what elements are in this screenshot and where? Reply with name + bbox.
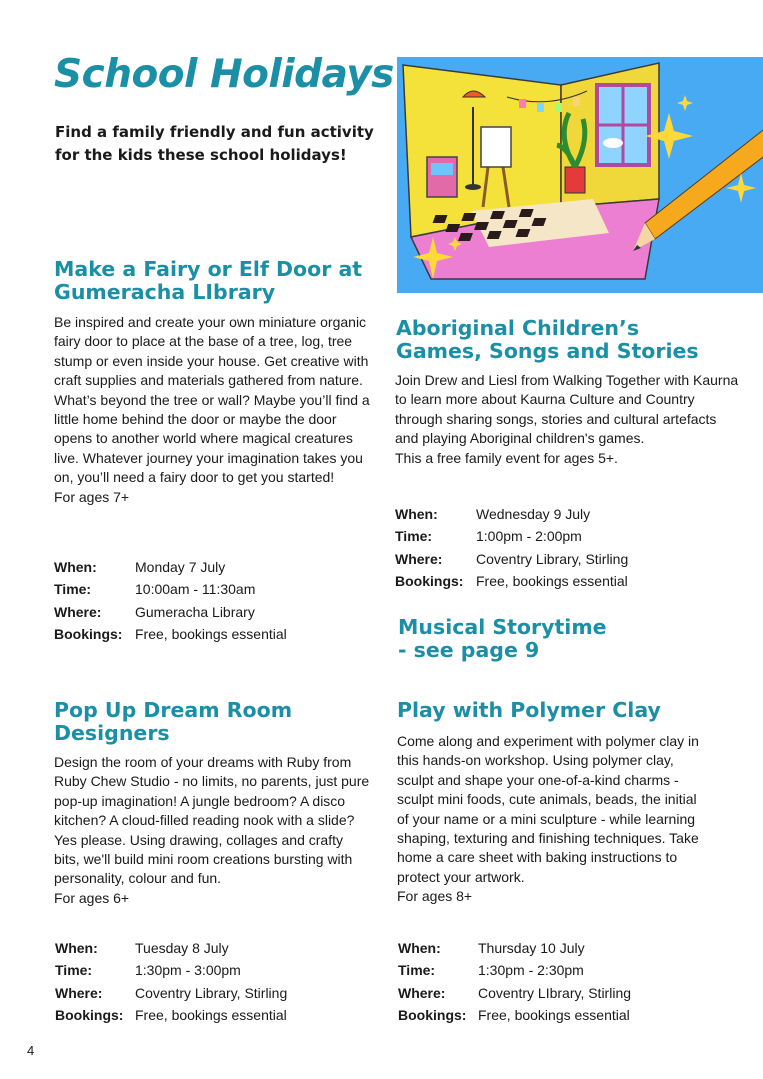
time-label: Time: — [54, 581, 92, 598]
aboriginal-description: Join Drew and Liesl from Walking Together with Kaurna to learn more about Kaurna Culture and Country through sharing songs, stories and cultural artefacts and playing Aboriginal children's games. — [395, 372, 739, 447]
aboriginal-ages: This a free family event for ages 5+. — [395, 449, 618, 466]
when-label: When: — [398, 940, 441, 957]
page-number: 4 — [27, 1043, 35, 1058]
fairy-door-title: Make a Fairy or Elf Door at Gumeracha LIbrary — [54, 257, 363, 304]
polymer-clay-description-block — [397, 732, 702, 907]
polymer-clay-details — [398, 937, 631, 1026]
when-value: Tuesday 8 July — [135, 940, 229, 957]
polymer-clay-ages: For ages 8+ — [397, 888, 473, 905]
when-value: Wednesday 9 July — [476, 506, 591, 523]
time-value: 1:30pm - 2:30pm — [478, 962, 584, 979]
fairy-door-description-block — [54, 313, 372, 507]
intro-text: Find a family friendly and fun activity for the kids these school holidays! — [55, 123, 374, 164]
bookings-label: Bookings: — [55, 1007, 124, 1024]
when-label: When: — [395, 506, 438, 523]
aboriginal-title: Aboriginal Children’s Games, Songs and Stories — [396, 316, 699, 363]
page-title: School Holidays — [54, 52, 394, 97]
musical-storytime-heading — [398, 616, 718, 662]
bookings-label: Bookings: — [395, 573, 464, 590]
musical-storytime-page-ref: - see page 9 — [398, 638, 540, 662]
where-label: Where: — [398, 984, 446, 1001]
where-label: Where: — [55, 984, 103, 1001]
pop-up-dream-room-illustration — [397, 57, 763, 293]
time-label: Time: — [398, 962, 436, 979]
aboriginal-details — [395, 503, 628, 592]
fairy-door-ages: For ages 7+ — [54, 488, 130, 505]
where-label: Where: — [395, 550, 443, 567]
window-icon — [597, 85, 649, 165]
bookings-label: Bookings: — [54, 626, 123, 643]
time-value: 1:00pm - 2:00pm — [476, 528, 582, 545]
when-label: When: — [55, 940, 98, 957]
dream-room-description: Design the room of your dreams with Ruby from Ruby Chew Studio - no limits, no parents, just pure pop-up imagination! A jungle bedroom? A disco kitchen? A cloud-filled reading nook with a slide? Yes please. Using drawing, collages and crafty bits, we'll build mini room creations bursting with personality, colour and fun. — [54, 754, 370, 887]
aboriginal-description-block — [395, 371, 740, 468]
time-value: 10:00am - 11:30am — [135, 581, 256, 598]
when-value: Thursday 10 July — [478, 940, 585, 957]
polymer-clay-title: Play with Polymer Clay — [397, 698, 661, 722]
dream-room-title: Pop Up Dream Room Designers — [54, 698, 293, 745]
when-value: Monday 7 July — [135, 559, 226, 576]
when-label: When: — [54, 559, 97, 576]
where-value: Coventry Library, Stirling — [135, 984, 288, 1001]
fairy-door-details — [54, 556, 287, 645]
where-value: Coventry Library, Stirling — [476, 550, 629, 567]
where-value: Coventry LIbrary, Stirling — [478, 984, 632, 1001]
bookings-value: Free, bookings essential — [476, 573, 628, 590]
dream-room-details — [55, 937, 287, 1026]
fairy-door-description: Be inspired and create your own miniature organic fairy door to place at the base of a tree, log, tree stump or even inside your house. Get creative with craft supplies and materials gathered from nature. What’s beyond the tree or wall? Maybe you’ll find a little home behind the door or maybe the door opens to another world where magical creatures live. Whatever journey your imagination takes you on, you’ll need a fairy door to get you started! — [54, 314, 370, 486]
bookings-value: Free, bookings essential — [478, 1007, 630, 1024]
dream-room-description-block — [54, 753, 372, 908]
time-label: Time: — [55, 962, 93, 979]
musical-storytime-title: Musical Storytime — [398, 615, 607, 639]
polymer-clay-description: Come along and experiment with polymer clay in this hands-on workshop. Using polymer clay, sculpt and shape your one-of-a-kind charms - sculpt mini foods, cute animals, beads, the initial of your name or a mini sculpture - while learning shaping, texturing and finishing techniques. Take home a care sheet with baking instructions to protect your artwork. — [397, 733, 699, 885]
bookings-value: Free, bookings essential — [135, 626, 287, 643]
time-label: Time: — [395, 528, 433, 545]
bookings-value: Free, bookings essential — [135, 1007, 287, 1024]
where-label: Where: — [54, 603, 102, 620]
time-value: 1:30pm - 3:00pm — [135, 962, 241, 979]
bookings-label: Bookings: — [398, 1007, 467, 1024]
dream-room-ages: For ages 6+ — [54, 889, 130, 906]
where-value: Gumeracha Library — [135, 603, 255, 620]
hero-image — [397, 57, 763, 293]
